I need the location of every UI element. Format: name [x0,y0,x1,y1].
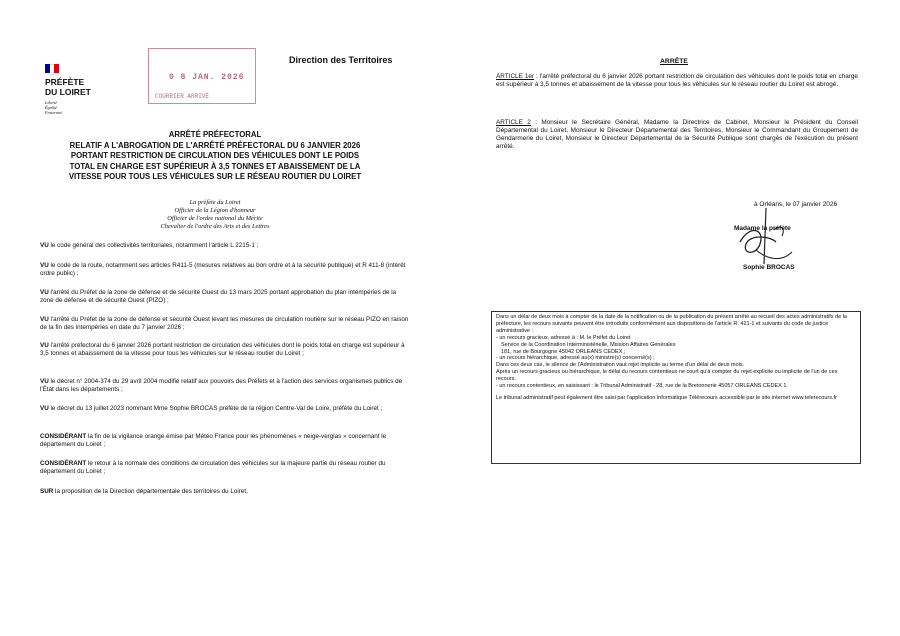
visa-text: l'arrêté du Préfet de la zone de défense et sécurité Ouest levant les mesures de circulation routière sur le réseau PIZO en raison de la fin des intempéries en date du 7 janvier 2026 ; [40,316,409,331]
visa-lead: VU [40,378,49,385]
signer-name: Sophie BROCAS [743,264,795,271]
title-line-3: PORTANT RESTRICTION DE CIRCULATION DES VÉHICULES DONT LE POIDS [70,151,360,160]
visa-lead: CONSIDÉRANT [40,433,87,440]
visa-1 [40,242,410,250]
appeal-notice-box [491,311,861,464]
preamble-line-1: La préfète du Loiret [189,199,241,206]
visa-7 [40,405,410,413]
visa-2 [40,262,410,278]
motto-3: Fraternité [45,110,63,115]
visa-text: le code général des collectivités territoriales, notamment l'article L 2215-1 ; [48,242,259,249]
visa-lead: VU [40,289,49,296]
recours-line: Dans un délai de deux mois à compter de la date de la notification ou de la publication du présent arrêté au recueil des actes administratifs de la préfecture, les recours suivants peuvent être introduits conformément aux dispositions de l'article R. 421-1 et suivants du code de justice administrative : [496,314,847,334]
motto-1: Liberté [45,100,58,105]
arrival-stamp [148,48,256,104]
visa-text: l'arrêté du Préfet de la zone de défense et de sécurité Ouest du 13 mars 2025 portant approbation du plan intempéries de la zone de défense et de sécurité Ouest (PIZO) ; [40,289,397,304]
handwritten-signature [720,204,810,270]
visa-lead: CONSIDÉRANT [40,460,87,467]
article-2-text: : Monsieur le Secrétaire Général, Madame la Directrice de Cabinet, Monsieur le Président du Conseil Départemental du Loiret, Monsieur le Directeur Départemental des Territoires, Monsieur le Commandant du Groupement de Gendarmerie du Loiret, Monsieur le Directeur Départemental de la Sécurité Publique sont chargés de l'exécution du présent arrêté. [496,119,859,150]
preamble [40,199,390,231]
recours-line: - un recours gracieux, adressé à : M. le Préfet du Loiret [496,334,631,341]
recours-line: Après un recours gracieux ou hiérarchique, le délai du recours contentieux ne court qu'à compter du rejet explicite ou implicite de l'un de ces recours. [496,369,838,383]
logo-line-1: PRÉFÈTE [45,77,85,87]
article-2-label: ARTICLE 2 [496,119,531,126]
place-date: à Orléans, le 07 janvier 2026 [754,201,838,208]
considerant-2 [40,460,410,476]
recours-line: - un recours contentieux, en saisissant : le Tribunal Administratif - 28, rue de la Bretonnerie 45057 ORLEANS CEDEX 1. [496,383,788,390]
recours-line: Le tribunal administratif peut également être saisi par l'application informatique Télérecours accessible par le site internet www.telerecours.fr [496,394,837,401]
article-1-text: : l'arrêté préfectoral du 6 janvier 2026 portant restriction de circulation des véhicules dont le poids total en charge est supérieur à 3,5 tonnes et abaissement de la vitesse pour tous les véhicules sur le réseau routier du Loiret est abrogé. [496,73,858,88]
visa-lead: VU [40,262,49,269]
article-1 [496,73,858,89]
article-1-label: ARTICLE 1er [496,73,535,80]
recours-line: Dans ces deux cas, le silence de l'Administration vaut rejet implicite au terme d'un délai de deux mois. [496,362,745,369]
visa-text: l'arrêté préfectoral du 6 janvier 2026 portant restriction de circulation des véhicules dont le poids total en charge est supérieur à 3,5 tonnes et abaissement de la vitesse pour tous les véhicules sur le réseau routier du Loiret ; [40,342,405,357]
article-2 [496,119,858,151]
visa-5 [40,342,410,358]
visa-lead: VU [40,242,49,249]
recours-line: 181, rue de Bourgogne 45042 ORLEANS CEDEX ; [501,348,626,355]
arrete-heading: ARRÊTE [660,58,688,65]
visa-text: le retour à la normale des conditions de circulation des véhicules sur la majeure partie du réseau routier du département du Loiret ; [40,460,386,475]
title-line-4: TOTAL EN CHARGE EST SUPÉRIEUR À 3,5 TONNES ET ABAISSEMENT DE LA [69,161,361,171]
title-line-5: VITESSE POUR TOUS LES VÉHICULES SUR LE RÉSEAU ROUTIER DU LOIRET [68,172,362,181]
stamp-label: COURRIER ARRIVÉ [155,93,210,100]
title-line-2: RELATIF A L'ABROGATION DE L'ARRÊTÉ PRÉFECTORAL DU 6 JANVIER 2026 [69,140,361,150]
recours-line: - un recours hiérarchique, adressé au(x) ministre(s) concerné(s) ; [496,355,655,362]
flag-red [54,64,59,73]
recours-line: Service de la Coordination Interministérielle, Mission Affaires Générales [501,341,676,348]
visa-6 [40,378,410,394]
visa-text: le décret du 13 juillet 2023 nommant Mme Sophie BROCAS préfète de la région Centre-Val de Loire, préfète du Loiret ; [48,405,383,412]
visa-text: la proposition de la Direction départementale des territoires du Loiret, [53,488,248,495]
preamble-line-3: Officier de l'ordre national du Mérite [167,215,263,222]
preamble-line-2: Officier de la Légion d'honneur [174,207,256,214]
signer-title: Madame la préfète [734,225,791,232]
motto-2: Égalité [45,105,58,110]
sur-proposition [40,488,410,496]
direction-name: Direction des Territoires [289,55,393,65]
title-line-1: ARRÊTÉ PRÉFECTORAL [168,130,262,139]
visa-lead: VU [40,316,49,323]
visa-text: le code de la route, notamment ses articles R411-5 (mesures relatives au bon ordre et à la sécurité publique) et R 411-8 (intérêt ordre public) ; [40,262,406,277]
visa-lead: VU [40,405,49,412]
visa-lead: SUR [40,488,54,495]
marianne-flag-icon [45,64,59,73]
visa-lead: VU [40,342,49,349]
visa-3 [40,289,410,305]
logo-line-2: DU LOIRET [45,87,91,97]
document-title [40,130,390,183]
visa-text: la fin de la vigilance orange émise par Météo France pour les phénomènes « neige-verglas » concernant le département du Loiret ; [40,433,387,448]
considerant-1 [40,433,410,449]
preamble-line-4: Chevalier de l'ordre des Arts et des Lettres [160,223,270,230]
stamp-date: 0 8 JAN. 2026 [169,73,245,82]
visa-4 [40,316,410,332]
visa-text: le décret n° 2004-374 du 29 avril 2004 modifié relatif aux pouvoirs des Préfets et à l'action des services organismes publics de l'État dans les départements ; [40,378,403,393]
